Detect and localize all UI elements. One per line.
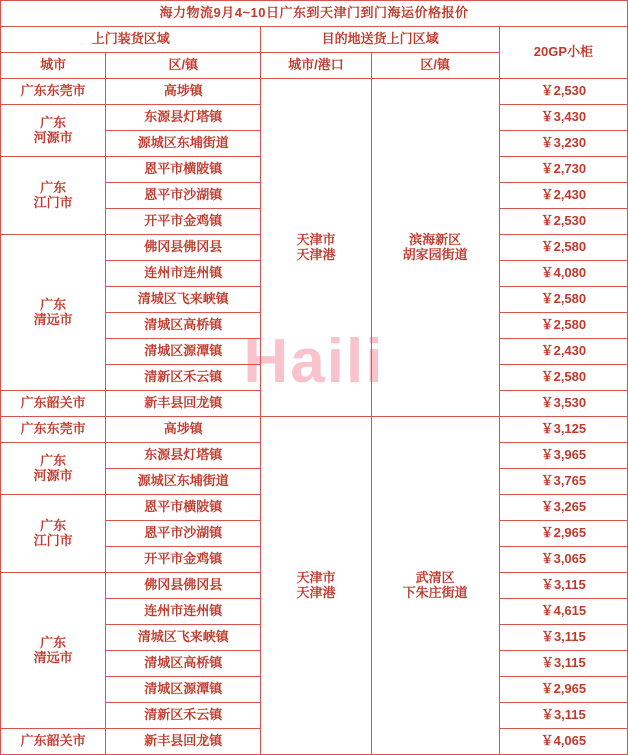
origin-city-cell bbox=[1, 391, 106, 417]
price-cell: ￥3,115 bbox=[499, 573, 627, 599]
origin-town-cell: 源城区东埔街道 bbox=[106, 469, 261, 495]
price-cell: ￥3,265 bbox=[499, 495, 627, 521]
origin-city-line: 广东 bbox=[40, 179, 67, 195]
origin-city-cell bbox=[1, 105, 106, 157]
origin-town-cell: 连州市连州镇 bbox=[106, 599, 261, 625]
price-cell: ￥3,115 bbox=[499, 703, 627, 729]
price-cell: ￥2,580 bbox=[499, 365, 627, 391]
dest-town-line: 武清区 bbox=[415, 569, 455, 585]
watermark-text: Haili bbox=[243, 327, 385, 396]
price-cell: ￥2,580 bbox=[499, 235, 627, 261]
origin-city-line: 广东 bbox=[40, 634, 67, 650]
header-dest-group: 目的地送货上门区域 bbox=[261, 27, 499, 53]
header-group-row bbox=[1, 27, 628, 53]
price-cell: ￥4,065 bbox=[499, 729, 627, 755]
origin-town-cell: 恩平市沙湖镇 bbox=[106, 521, 261, 547]
price-cell: ￥3,765 bbox=[499, 469, 627, 495]
origin-town-cell: 新丰县回龙镇 bbox=[106, 391, 261, 417]
origin-city-cell bbox=[1, 79, 106, 105]
header-dest-town: 区/镇 bbox=[371, 53, 499, 79]
origin-city-line: 广东韶关市 bbox=[20, 395, 86, 411]
origin-city-line: 江门市 bbox=[33, 532, 73, 548]
origin-town-cell: 清城区高桥镇 bbox=[106, 313, 261, 339]
origin-city-cell bbox=[1, 443, 106, 495]
price-cell: ￥2,580 bbox=[499, 287, 627, 313]
header-price-col: 20GP小柜 bbox=[499, 27, 627, 79]
origin-town-cell: 连州市连州镇 bbox=[106, 261, 261, 287]
price-cell: ￥2,430 bbox=[499, 339, 627, 365]
origin-town-cell: 源城区东埔街道 bbox=[106, 131, 261, 157]
origin-town-cell: 开平市金鸡镇 bbox=[106, 547, 261, 573]
header-origin-group: 上门装货区域 bbox=[1, 27, 261, 53]
origin-town-cell: 佛冈县佛冈县 bbox=[106, 235, 261, 261]
price-cell: ￥4,615 bbox=[499, 599, 627, 625]
dest-city-line: 天津港 bbox=[296, 584, 336, 600]
origin-city-line: 广东东莞市 bbox=[20, 421, 86, 437]
dest-city-line: 天津港 bbox=[296, 246, 336, 262]
origin-city-cell bbox=[1, 573, 106, 729]
origin-town-cell: 东源县灯塔镇 bbox=[106, 443, 261, 469]
table-row bbox=[1, 79, 628, 105]
price-cell: ￥3,230 bbox=[499, 131, 627, 157]
origin-town-cell: 东源县灯塔镇 bbox=[106, 105, 261, 131]
origin-town-cell: 佛冈县佛冈县 bbox=[106, 573, 261, 599]
table-body bbox=[1, 1, 628, 755]
price-cell: ￥3,965 bbox=[499, 443, 627, 469]
origin-town-cell: 高埗镇 bbox=[106, 417, 261, 443]
origin-town-cell: 清新区禾云镇 bbox=[106, 365, 261, 391]
origin-town-cell: 高埗镇 bbox=[106, 79, 261, 105]
page-title: 海力物流9月4~10日广东到天津门到门海运价格报价 bbox=[1, 1, 628, 27]
origin-city-line: 广东 bbox=[40, 452, 67, 468]
origin-town-cell: 清城区源潭镇 bbox=[106, 339, 261, 365]
origin-city-cell bbox=[1, 495, 106, 573]
dest-city-cell bbox=[261, 79, 371, 417]
origin-town-cell: 开平市金鸡镇 bbox=[106, 209, 261, 235]
price-cell: ￥2,530 bbox=[499, 79, 627, 105]
dest-town-line: 胡家园街道 bbox=[402, 246, 468, 262]
price-cell: ￥2,530 bbox=[499, 209, 627, 235]
origin-town-cell: 清新区禾云镇 bbox=[106, 703, 261, 729]
dest-town-line: 下朱庄街道 bbox=[402, 584, 468, 600]
price-cell: ￥2,580 bbox=[499, 313, 627, 339]
header-dest-city: 城市/港口 bbox=[261, 53, 371, 79]
table-row bbox=[1, 417, 628, 443]
price-cell: ￥2,965 bbox=[499, 677, 627, 703]
origin-city-cell bbox=[1, 417, 106, 443]
dest-town-cell bbox=[371, 79, 499, 417]
origin-town-cell: 恩平市横陂镇 bbox=[106, 157, 261, 183]
table-title-row bbox=[1, 1, 628, 27]
origin-city-line: 河源市 bbox=[33, 129, 73, 145]
price-cell: ￥2,965 bbox=[499, 521, 627, 547]
origin-city-line: 清远市 bbox=[33, 311, 73, 327]
header-origin-town: 区/镇 bbox=[106, 53, 261, 79]
origin-town-cell: 清城区源潭镇 bbox=[106, 677, 261, 703]
origin-town-cell: 清城区高桥镇 bbox=[106, 651, 261, 677]
price-cell: ￥3,115 bbox=[499, 651, 627, 677]
price-cell: ￥3,115 bbox=[499, 625, 627, 651]
dest-city-line: 天津市 bbox=[296, 569, 336, 585]
origin-town-cell: 清城区飞来峡镇 bbox=[106, 287, 261, 313]
price-cell: ￥2,730 bbox=[499, 157, 627, 183]
origin-city-line: 河源市 bbox=[33, 467, 73, 483]
dest-town-cell bbox=[371, 417, 499, 755]
origin-city-line: 广东 bbox=[40, 114, 67, 130]
price-cell: ￥3,530 bbox=[499, 391, 627, 417]
price-cell: ￥3,430 bbox=[499, 105, 627, 131]
origin-city-cell bbox=[1, 235, 106, 391]
origin-city-cell bbox=[1, 157, 106, 235]
origin-town-cell: 清城区飞来峡镇 bbox=[106, 625, 261, 651]
price-cell: ￥2,430 bbox=[499, 183, 627, 209]
origin-city-cell bbox=[1, 729, 106, 755]
origin-city-line: 广东东莞市 bbox=[20, 83, 86, 99]
header-origin-city: 城市 bbox=[1, 53, 106, 79]
dest-city-cell bbox=[261, 417, 371, 755]
origin-city-line: 广东韶关市 bbox=[20, 733, 86, 749]
origin-city-line: 广东 bbox=[40, 296, 67, 312]
price-cell: ￥3,125 bbox=[499, 417, 627, 443]
price-cell: ￥3,065 bbox=[499, 547, 627, 573]
dest-town-line: 滨海新区 bbox=[409, 231, 462, 247]
origin-city-line: 广东 bbox=[40, 517, 67, 533]
origin-city-line: 清远市 bbox=[33, 649, 73, 665]
origin-town-cell: 新丰县回龙镇 bbox=[106, 729, 261, 755]
origin-city-line: 江门市 bbox=[33, 194, 73, 210]
dest-city-line: 天津市 bbox=[296, 231, 336, 247]
origin-town-cell: 恩平市横陂镇 bbox=[106, 495, 261, 521]
origin-town-cell: 恩平市沙湖镇 bbox=[106, 183, 261, 209]
price-cell: ￥4,080 bbox=[499, 261, 627, 287]
